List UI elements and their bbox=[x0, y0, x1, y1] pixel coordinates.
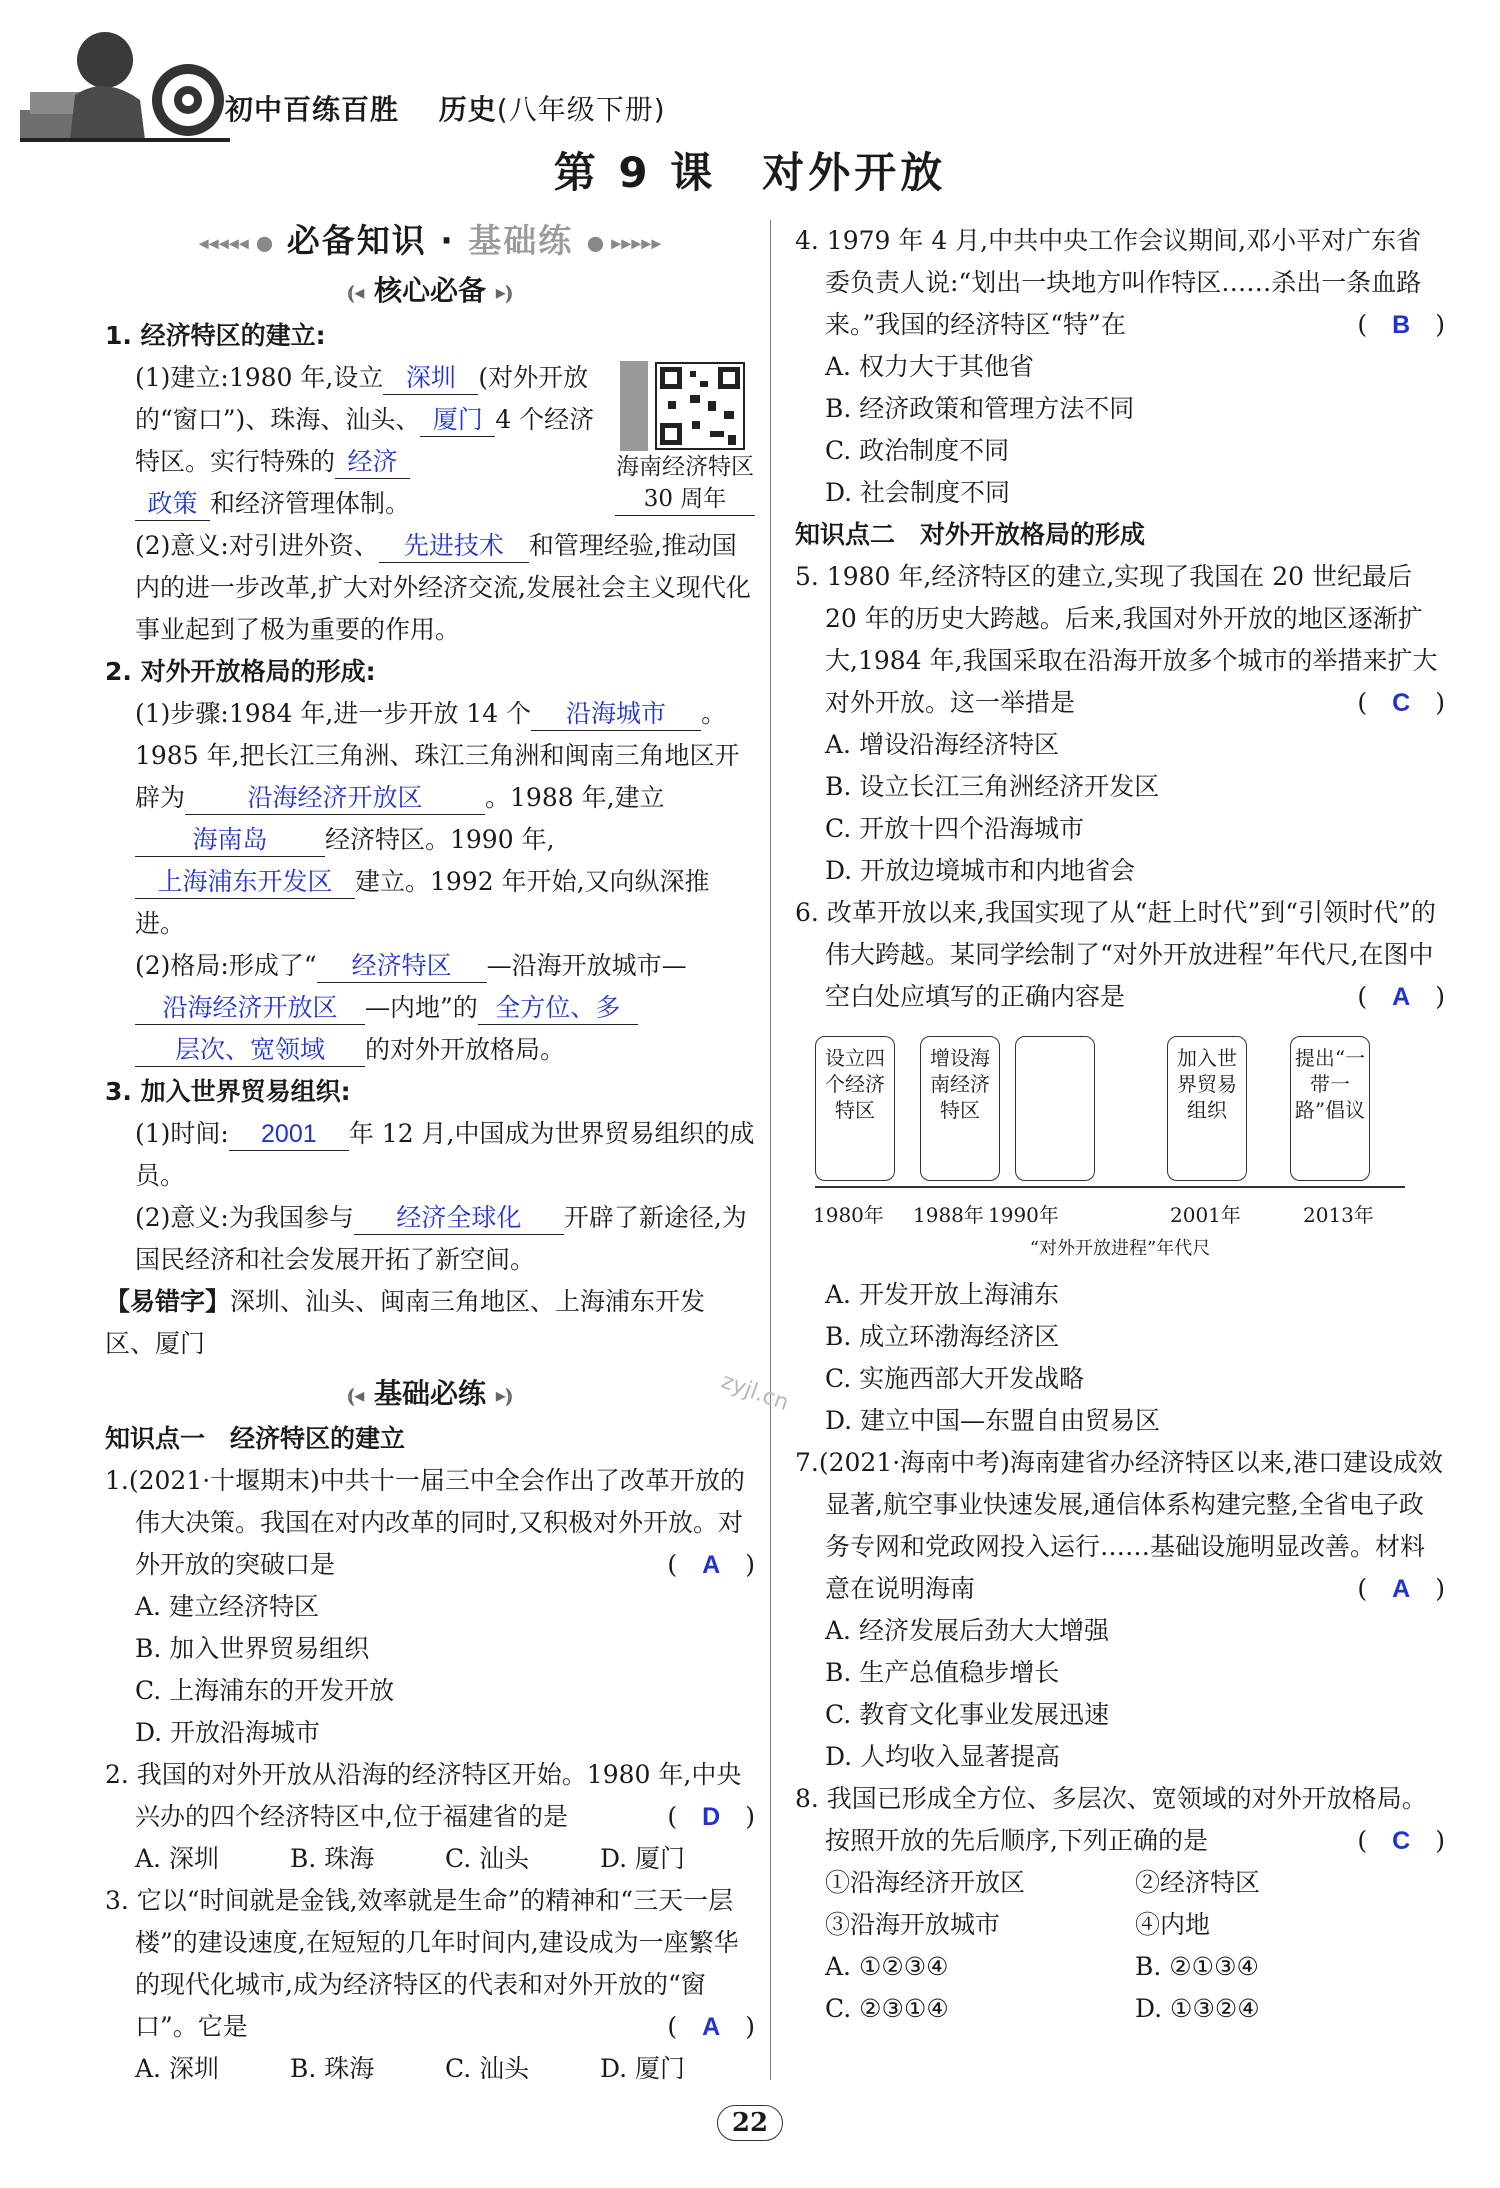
watermark: zyjl.cn bbox=[717, 1368, 792, 1417]
blank-zhengce: 政策 bbox=[135, 488, 210, 521]
lesson-title: 第 9 课 对外开放 bbox=[553, 148, 947, 197]
error-prone-words: 【易错字】深圳、汕头、闽南三角地区、上海浦东开发区、厦门 bbox=[105, 1286, 706, 1358]
blank-jingji: 经济 bbox=[335, 446, 410, 479]
book-title: 初中百练百胜 bbox=[225, 93, 400, 126]
page-footer bbox=[0, 2105, 1500, 2141]
blank-quanfangwei: 全方位、多 bbox=[478, 992, 638, 1025]
timeline-diagram bbox=[795, 1024, 1445, 1234]
blank-jingji-tequ: 经济特区 bbox=[317, 950, 487, 983]
blank-jingji-quanqiuhua: 经济全球化 bbox=[354, 1202, 564, 1235]
answer-q3: A bbox=[702, 2012, 721, 2041]
q6-option-c[interactable]: C. 实施西部大开发战略 bbox=[825, 1364, 1085, 1393]
question-4: 4. 1979 年 4 月,中共中央工作会议期间,邓小平对广东省委负责人说:“划出一块地方叫作特区……杀出一条血路来。”我国的经济特区“特”在 ( B ) A. 权力大于其他省 B. 经济政策和管理方法不同 C. 政治制度不同 D. 社会制度不同 bbox=[795, 220, 1445, 514]
knowledge-point-2: 知识点二 对外开放格局的形成 bbox=[795, 520, 1146, 549]
section-banner bbox=[105, 220, 755, 264]
timeline-axis bbox=[815, 1186, 1405, 1188]
q6-option-a[interactable]: A. 开发开放上海浦东 bbox=[825, 1280, 1059, 1309]
timeline-box-1980: 设立四个经济特区 bbox=[815, 1036, 895, 1181]
q2-option-d[interactable]: D. 厦门 bbox=[600, 1843, 686, 1873]
timeline-caption: “对外开放进程”年代尺 bbox=[1029, 1238, 1211, 1259]
grade-label: (八年级下册) bbox=[496, 93, 666, 126]
q4-option-d[interactable]: D. 社会制度不同 bbox=[825, 478, 1011, 507]
book-header-title bbox=[225, 88, 666, 128]
page-number: 22 bbox=[717, 2105, 783, 2141]
knowledge-point-1: 知识点一 经济特区的建立 bbox=[105, 1423, 406, 1453]
answer-q4: B bbox=[1392, 311, 1411, 339]
q4-option-a[interactable]: A. 权力大于其他省 bbox=[825, 352, 1034, 381]
practice-heading bbox=[105, 1373, 755, 1416]
blank-2001: 2001 bbox=[229, 1118, 349, 1151]
timeline-year-2013: 2013年 bbox=[1303, 1203, 1374, 1227]
timeline-year-1990: 1990年 bbox=[988, 1203, 1059, 1227]
q3-option-b[interactable]: B. 珠海 bbox=[290, 2053, 375, 2083]
q8-item-1: ①沿海经济开放区 bbox=[825, 1868, 1026, 1897]
answer-q6: A bbox=[1392, 983, 1411, 1011]
timeline-year-2001: 2001年 bbox=[1170, 1203, 1241, 1227]
q8-option-d[interactable]: D. ①③②④ bbox=[1135, 1994, 1260, 2023]
timeline-year-1980: 1980年 bbox=[813, 1203, 884, 1227]
left-column bbox=[105, 220, 755, 2090]
question-2: 2. 我国的对外开放从沿海的经济特区开始。1980 年,中央兴办的四个经济特区中,位于福建省的是 ( D ) A. 深圳 B. 珠海 C. 汕头 D. 厦门 bbox=[105, 1754, 755, 1880]
question-1: 1.(2021·十堰期末)中共十一届三中全会作出了改革开放的伟大决策。我国在对内改革的同时,又积极对外开放。对外开放的突破口是 ( A ) A. 建立经济特区 B. 加入世界贸易组织 C. 上海浦东的开发开放 D. 开放沿海城市 bbox=[105, 1460, 755, 1754]
section-2-title: 2. 对外开放格局的形成: bbox=[105, 656, 376, 686]
q6-option-b[interactable]: B. 成立环渤海经济区 bbox=[825, 1322, 1060, 1351]
answer-q8: C bbox=[1392, 1827, 1411, 1855]
q5-option-a[interactable]: A. 增设沿海经济特区 bbox=[825, 730, 1059, 759]
right-bracket-icon: ▸⦆ bbox=[495, 279, 513, 304]
q8-option-b[interactable]: B. ②①③④ bbox=[1135, 1952, 1259, 1981]
right-bracket-icon: ▸⦆ bbox=[495, 1382, 513, 1407]
q7-option-b[interactable]: B. 生产总值稳步增长 bbox=[825, 1658, 1060, 1687]
publisher-logo bbox=[148, 60, 228, 140]
timeline-box-2001: 加入世界贸易组织 bbox=[1167, 1036, 1247, 1181]
section-3-item-1: (1)时间: 2001 年 12 月,中国成为世界贸易组织的成员。 bbox=[135, 1118, 755, 1190]
blank-xianjin-jishu: 先进技术 bbox=[379, 530, 529, 563]
blank-shenzhen: 深圳 bbox=[383, 362, 478, 395]
timeline-box-2013: 提出“一带一路”倡议 bbox=[1290, 1036, 1370, 1181]
core-heading bbox=[105, 270, 755, 313]
blank-yanhai-chengshi: 沿海城市 bbox=[531, 698, 701, 731]
timeline-box-blank bbox=[1015, 1036, 1095, 1181]
column-divider bbox=[770, 220, 771, 2080]
timeline-year-1988: 1988年 bbox=[913, 1203, 984, 1227]
banner-part2: 基础练 bbox=[468, 221, 574, 260]
q5-option-b[interactable]: B. 设立长江三角洲经济开发区 bbox=[825, 772, 1160, 801]
q3-option-d[interactable]: D. 厦门 bbox=[600, 2053, 686, 2083]
core-heading-text: 核心必备 bbox=[373, 273, 486, 307]
q5-option-c[interactable]: C. 开放十四个沿海城市 bbox=[825, 814, 1085, 843]
q4-option-b[interactable]: B. 经济政策和管理方法不同 bbox=[825, 394, 1135, 423]
subject-label: 历史 bbox=[438, 93, 497, 126]
q1-option-d[interactable]: D. 开放沿海城市 bbox=[135, 1717, 321, 1747]
blank-kaifangqu: 沿海经济开放区 bbox=[135, 992, 365, 1025]
q8-item-2: ②经济特区 bbox=[1135, 1868, 1261, 1897]
question-3: 3. 它以“时间就是金钱,效率就是生命”的精神和“三天一层楼”的建设速度,在短短的几年时间内,建设成为一座繁华的现代化城市,成为经济特区的代表和对外开放的“窗口”。它是 ( A ) A. 深圳 B. 珠海 C. 汕头 D. 厦门 bbox=[105, 1880, 755, 2090]
left-bracket-icon: ⦅◂ bbox=[347, 1382, 365, 1407]
section-2-item-1: (1)步骤:1984 年,进一步开放 14 个 沿海城市 。1985 年,把长江三角洲、珠江三角洲和闽南三角地区开辟为 沿海经济开放区 。1988 年,建立海南岛 经济特区。1990 年,上海浦东开发区 建立。1992 年开始,又向纵深推进。 bbox=[135, 698, 740, 938]
qr-code-icon[interactable] bbox=[620, 361, 750, 451]
q3-option-c[interactable]: C. 汕头 bbox=[445, 2053, 530, 2083]
q2-option-c[interactable]: C. 汕头 bbox=[445, 1843, 530, 1873]
timeline-box-1988: 增设海南经济特区 bbox=[920, 1036, 1000, 1181]
answer-q2: D bbox=[702, 1802, 721, 1831]
blank-yanhai-jingji-kaifangqu: 沿海经济开放区 bbox=[185, 782, 485, 815]
q7-option-c[interactable]: C. 教育文化事业发展迅速 bbox=[825, 1700, 1110, 1729]
q1-option-a[interactable]: A. 建立经济特区 bbox=[135, 1591, 319, 1621]
q8-option-c[interactable]: C. ②③①④ bbox=[825, 1994, 949, 2023]
q2-option-a[interactable]: A. 深圳 bbox=[135, 1843, 219, 1873]
practice-heading-text: 基础必练 bbox=[373, 1376, 486, 1410]
right-column bbox=[795, 220, 1445, 2030]
q4-option-c[interactable]: C. 政治制度不同 bbox=[825, 436, 1010, 465]
section-1-item-2: (2)意义:对引进外资、 先进技术 和管理经验,推动国内的进一步改革,扩大对外经济交流,发展社会主义现代化事业起到了极为重要的作用。 bbox=[135, 530, 751, 644]
qr-caption: 海南经济特区 30 周年 bbox=[615, 451, 755, 516]
q1-option-c[interactable]: C. 上海浦东的开发开放 bbox=[135, 1675, 395, 1705]
banner-part1: 必备知识 bbox=[286, 221, 427, 260]
blank-xiamen: 厦门 bbox=[420, 404, 495, 437]
question-5: 5. 1980 年,经济特区的建立,实现了我国在 20 世纪最后 20 年的历史大跨越。后来,我国对外开放的地区逐渐扩大,1984 年,我国采取在沿海开放多个城市的举措来扩大对外开放。这一举措是 ( C ) A. 增设沿海经济特区 B. 设立长江三角洲经济开发区 C. 开放十四个沿海城市 D. 开放边境城市和内地省会 bbox=[795, 556, 1445, 892]
q3-option-a[interactable]: A. 深圳 bbox=[135, 2053, 219, 2083]
q2-option-b[interactable]: B. 珠海 bbox=[290, 1843, 375, 1873]
section-3-title: 3. 加入世界贸易组织: bbox=[105, 1076, 351, 1106]
blank-cengci: 层次、宽领域 bbox=[135, 1034, 365, 1067]
answer-q1: A bbox=[702, 1550, 721, 1579]
section-2-item-2: (2)格局:形成了“ 经济特区 —沿海开放城市—沿海经济开放区 —内地”的 全方位、多 层次、宽领域 的对外开放格局。 bbox=[105, 945, 755, 1071]
q5-option-d[interactable]: D. 开放边境城市和内地省会 bbox=[825, 856, 1136, 885]
answer-q7: A bbox=[1392, 1575, 1411, 1603]
question-8: 8. 我国已形成全方位、多层次、宽领域的对外开放格局。按照开放的先后顺序,下列正确的是 ( C ) ①沿海经济开放区 ②经济特区 ③沿海开放城市 ④内地 A. ①②③④ B. ②①③④ C. ②③①④ D. ①③②④ bbox=[795, 1778, 1445, 2030]
q8-item-3: ③沿海开放城市 bbox=[825, 1910, 1001, 1939]
q1-option-b[interactable]: B. 加入世界贸易组织 bbox=[135, 1633, 370, 1663]
q8-option-a[interactable]: A. ①②③④ bbox=[825, 1952, 949, 1981]
q8-item-4: ④内地 bbox=[1135, 1910, 1211, 1939]
blank-pudong-kaifaqu: 上海浦东开发区 bbox=[135, 866, 355, 899]
qr-code-block[interactable] bbox=[615, 361, 755, 516]
q7-option-a[interactable]: A. 经济发展后劲大大增强 bbox=[825, 1616, 1109, 1645]
banner-decoration-left: ◂◂◂◂◂ ● bbox=[198, 230, 274, 255]
answer-q5: C bbox=[1392, 689, 1411, 717]
q6-option-d[interactable]: D. 建立中国—东盟自由贸易区 bbox=[825, 1406, 1161, 1435]
section-1-item-1: (1)建立:1980 年,设立 深圳 (对外开放的“窗口”)、珠海、汕头、 厦门 4 个经济特区。实行特殊的 经济 政策 和经济管理体制。 bbox=[105, 357, 755, 525]
q7-option-d[interactable]: D. 人均收入显著提高 bbox=[825, 1742, 1061, 1771]
section-1-title: 1. 经济特区的建立: bbox=[105, 320, 326, 350]
left-bracket-icon: ⦅◂ bbox=[347, 279, 365, 304]
blank-hainandao: 海南岛 bbox=[135, 824, 325, 857]
section-3-item-2: (2)意义:为我国参与 经济全球化 开辟了新途径,为国民经济和社会发展开拓了新空间。 bbox=[135, 1202, 747, 1274]
question-6: 6. 改革开放以来,我国实现了从“赶上时代”到“引领时代”的伟大跨越。某同学绘制了“对外开放进程”年代尺,在图中空白处应填写的正确内容是 ( A ) 设立四个经济特区 增设海南经济特区 加入世界贸易组织 提出“一带一路”倡议 1980年 1988年 1990年 2001年 2013年 “对外开放进程”年代尺 A. 开发开放上海浦东 B. 成立环渤海经济区 C. 实施西部大开发战略 D. 建立中国—东盟自由贸易区 bbox=[795, 892, 1445, 1442]
banner-dot: · bbox=[440, 221, 455, 260]
question-7: 7.(2021·海南中考)海南建省办经济特区以来,港口建设成效显著,航空事业快速发展,通信体系构建完整,全省电子政务专网和党政网投入运行……基础设施明显改善。材料意在说明海南 ( A ) A. 经济发展后劲大大增强 B. 生产总值稳步增长 C. 教育文化事业发展迅速 D. 人均收入显著提高 bbox=[795, 1442, 1445, 1778]
banner-decoration-right: ● ▸▸▸▸▸ bbox=[586, 230, 662, 255]
